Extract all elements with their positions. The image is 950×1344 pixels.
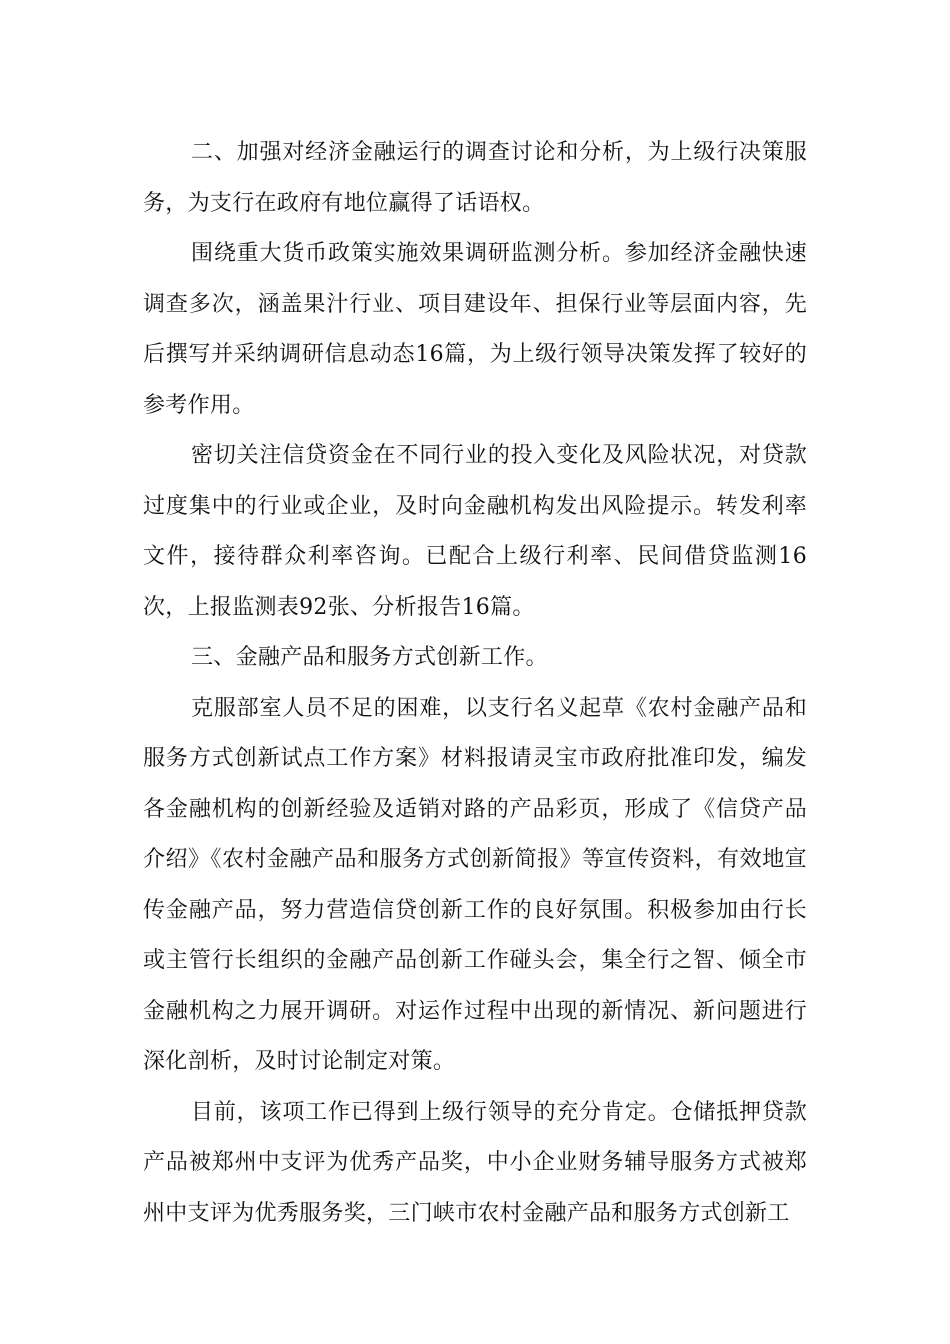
paragraph-innovation-work: 克服部室人员不足的困难，以支行名义起草《农村金融产品和服务方式创新试点工作方案》材料报请灵宝市政府批准印发，编发各金融机构的创新经验及适销对路的产品彩页，形成了《信贷产品介绍》《农村金融产品和服务方式创新简报》等宣传资料，有效地宣传金融产品，努力营造信贷创新工作的良好氛围。积极参加由行长或主管行长组织的金融产品创新工作碰头会，集全行之智、倾全市金融机构之力展开调研。对运作过程中出现的新情况、新问题进行深化剖析，及时讨论制定对策。	[143, 695, 807, 1074]
paragraph-section-two-heading: 二、加强对经济金融运行的调查讨论和分析，为上级行决策服务，为支行在政府有地位赢得了话语权。	[143, 140, 807, 216]
paragraph-section-three-heading: 三、金融产品和服务方式创新工作。	[191, 645, 548, 670]
paragraph-monetary-policy-research: 围绕重大货币政策实施效果调研监测分析。参加经济金融快速调查多次，涵盖果汁行业、项目建设年、担保行业等层面内容，先后撰写并采纳调研信息动态16篇，为上级行领导决策发挥了较好的参考作用。	[143, 241, 807, 418]
paragraph-credit-risk-monitoring: 密切关注信贷资金在不同行业的投入变化及风险状况，对贷款过度集中的行业或企业，及时向金融机构发出风险提示。转发利率文件，接待群众利率咨询。已配合上级行利率、民间借贷监测16次，上报监测表92张、分析报告16篇。	[143, 443, 807, 620]
paragraph-recognition: 目前，该项工作已得到上级行领导的充分肯定。仓储抵押贷款产品被郑州中支评为优秀产品奖，中小企业财务辅导服务方式被郑州中支评为优秀服务奖，三门峡市农村金融产品和服务方式创新工	[143, 1099, 807, 1226]
document-body	[143, 128, 807, 1239]
